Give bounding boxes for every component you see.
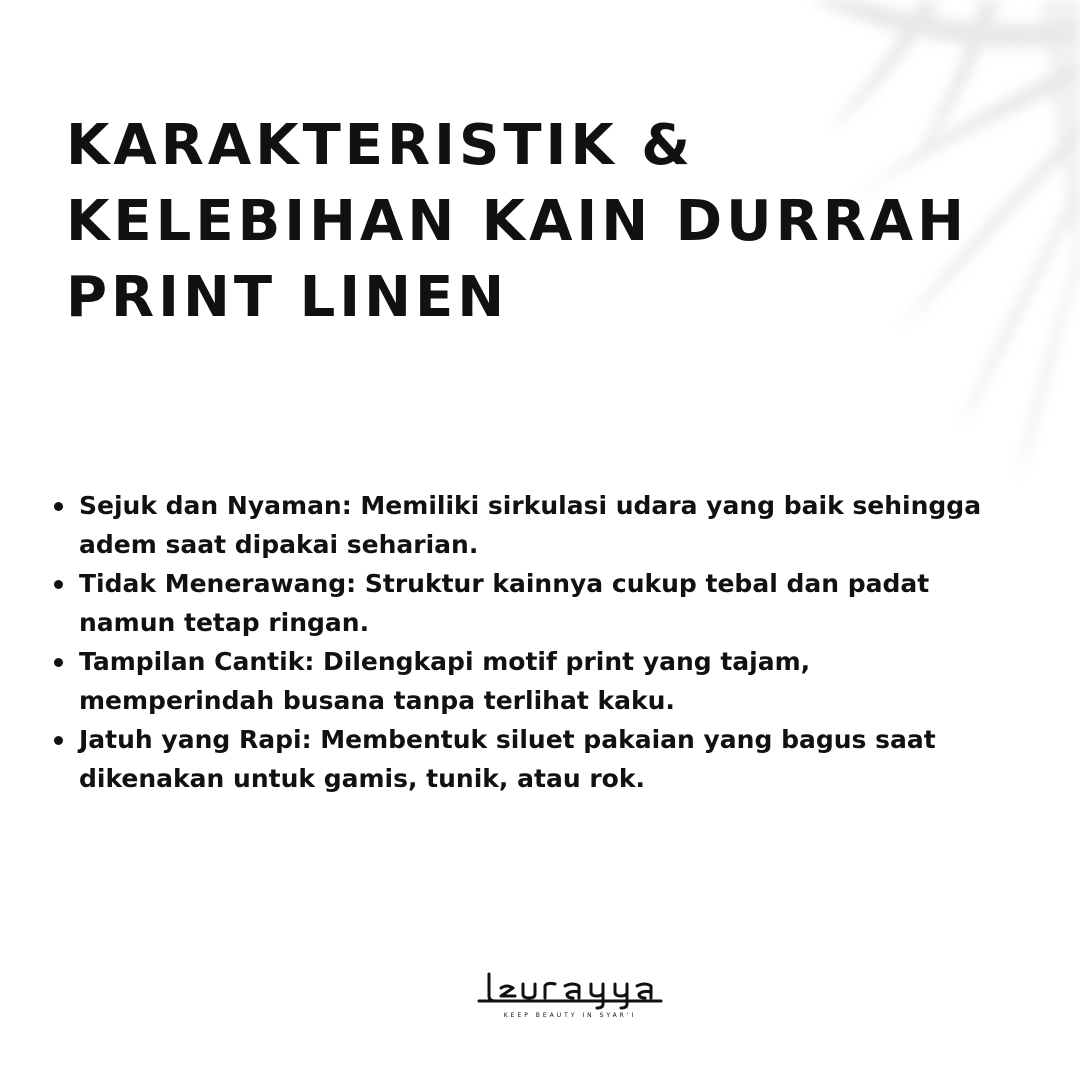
list-item-line-2: adem saat dipakai seharian. xyxy=(79,530,479,559)
list-item-line-1: Tidak Menerawang: Struktur kainnya cukup tebal dan padat xyxy=(79,569,930,598)
title-line-1: KARAKTERISTIK & xyxy=(66,113,695,178)
list-item-line-2: dikenakan untuk gamis, tunik, atau rok. xyxy=(79,764,645,793)
brand-tagline: KEEP BEAUTY IN SYAR'I xyxy=(503,1012,637,1019)
bullet-dot-icon xyxy=(54,580,63,589)
list-item-line-2: memperindah busana tanpa terlihat kaku. xyxy=(79,686,675,715)
page-title xyxy=(66,108,968,336)
feature-list xyxy=(52,486,1012,798)
list-item xyxy=(52,720,1012,798)
list-item xyxy=(52,642,1012,720)
list-item-line-1: Jatuh yang Rapi: Membentuk siluet pakaian yang bagus saat xyxy=(79,725,936,754)
title-line-2: KELEBIHAN KAIN DURRAH xyxy=(66,189,969,254)
bullet-dot-icon xyxy=(54,658,63,667)
bullet-dot-icon xyxy=(54,736,63,745)
tsurayya-logo-icon xyxy=(475,970,665,1010)
list-item xyxy=(52,564,1012,642)
list-item-line-1: Sejuk dan Nyaman: Memiliki sirkulasi udara yang baik sehingga xyxy=(79,491,982,520)
bullet-dot-icon xyxy=(54,502,63,511)
title-line-3: PRINT LINEN xyxy=(66,265,509,330)
brand-logo xyxy=(470,970,670,1040)
list-item-line-2: namun tetap ringan. xyxy=(79,608,370,637)
list-item-line-1: Tampilan Cantik: Dilengkapi motif print yang tajam, xyxy=(79,647,811,676)
list-item xyxy=(52,486,1012,564)
